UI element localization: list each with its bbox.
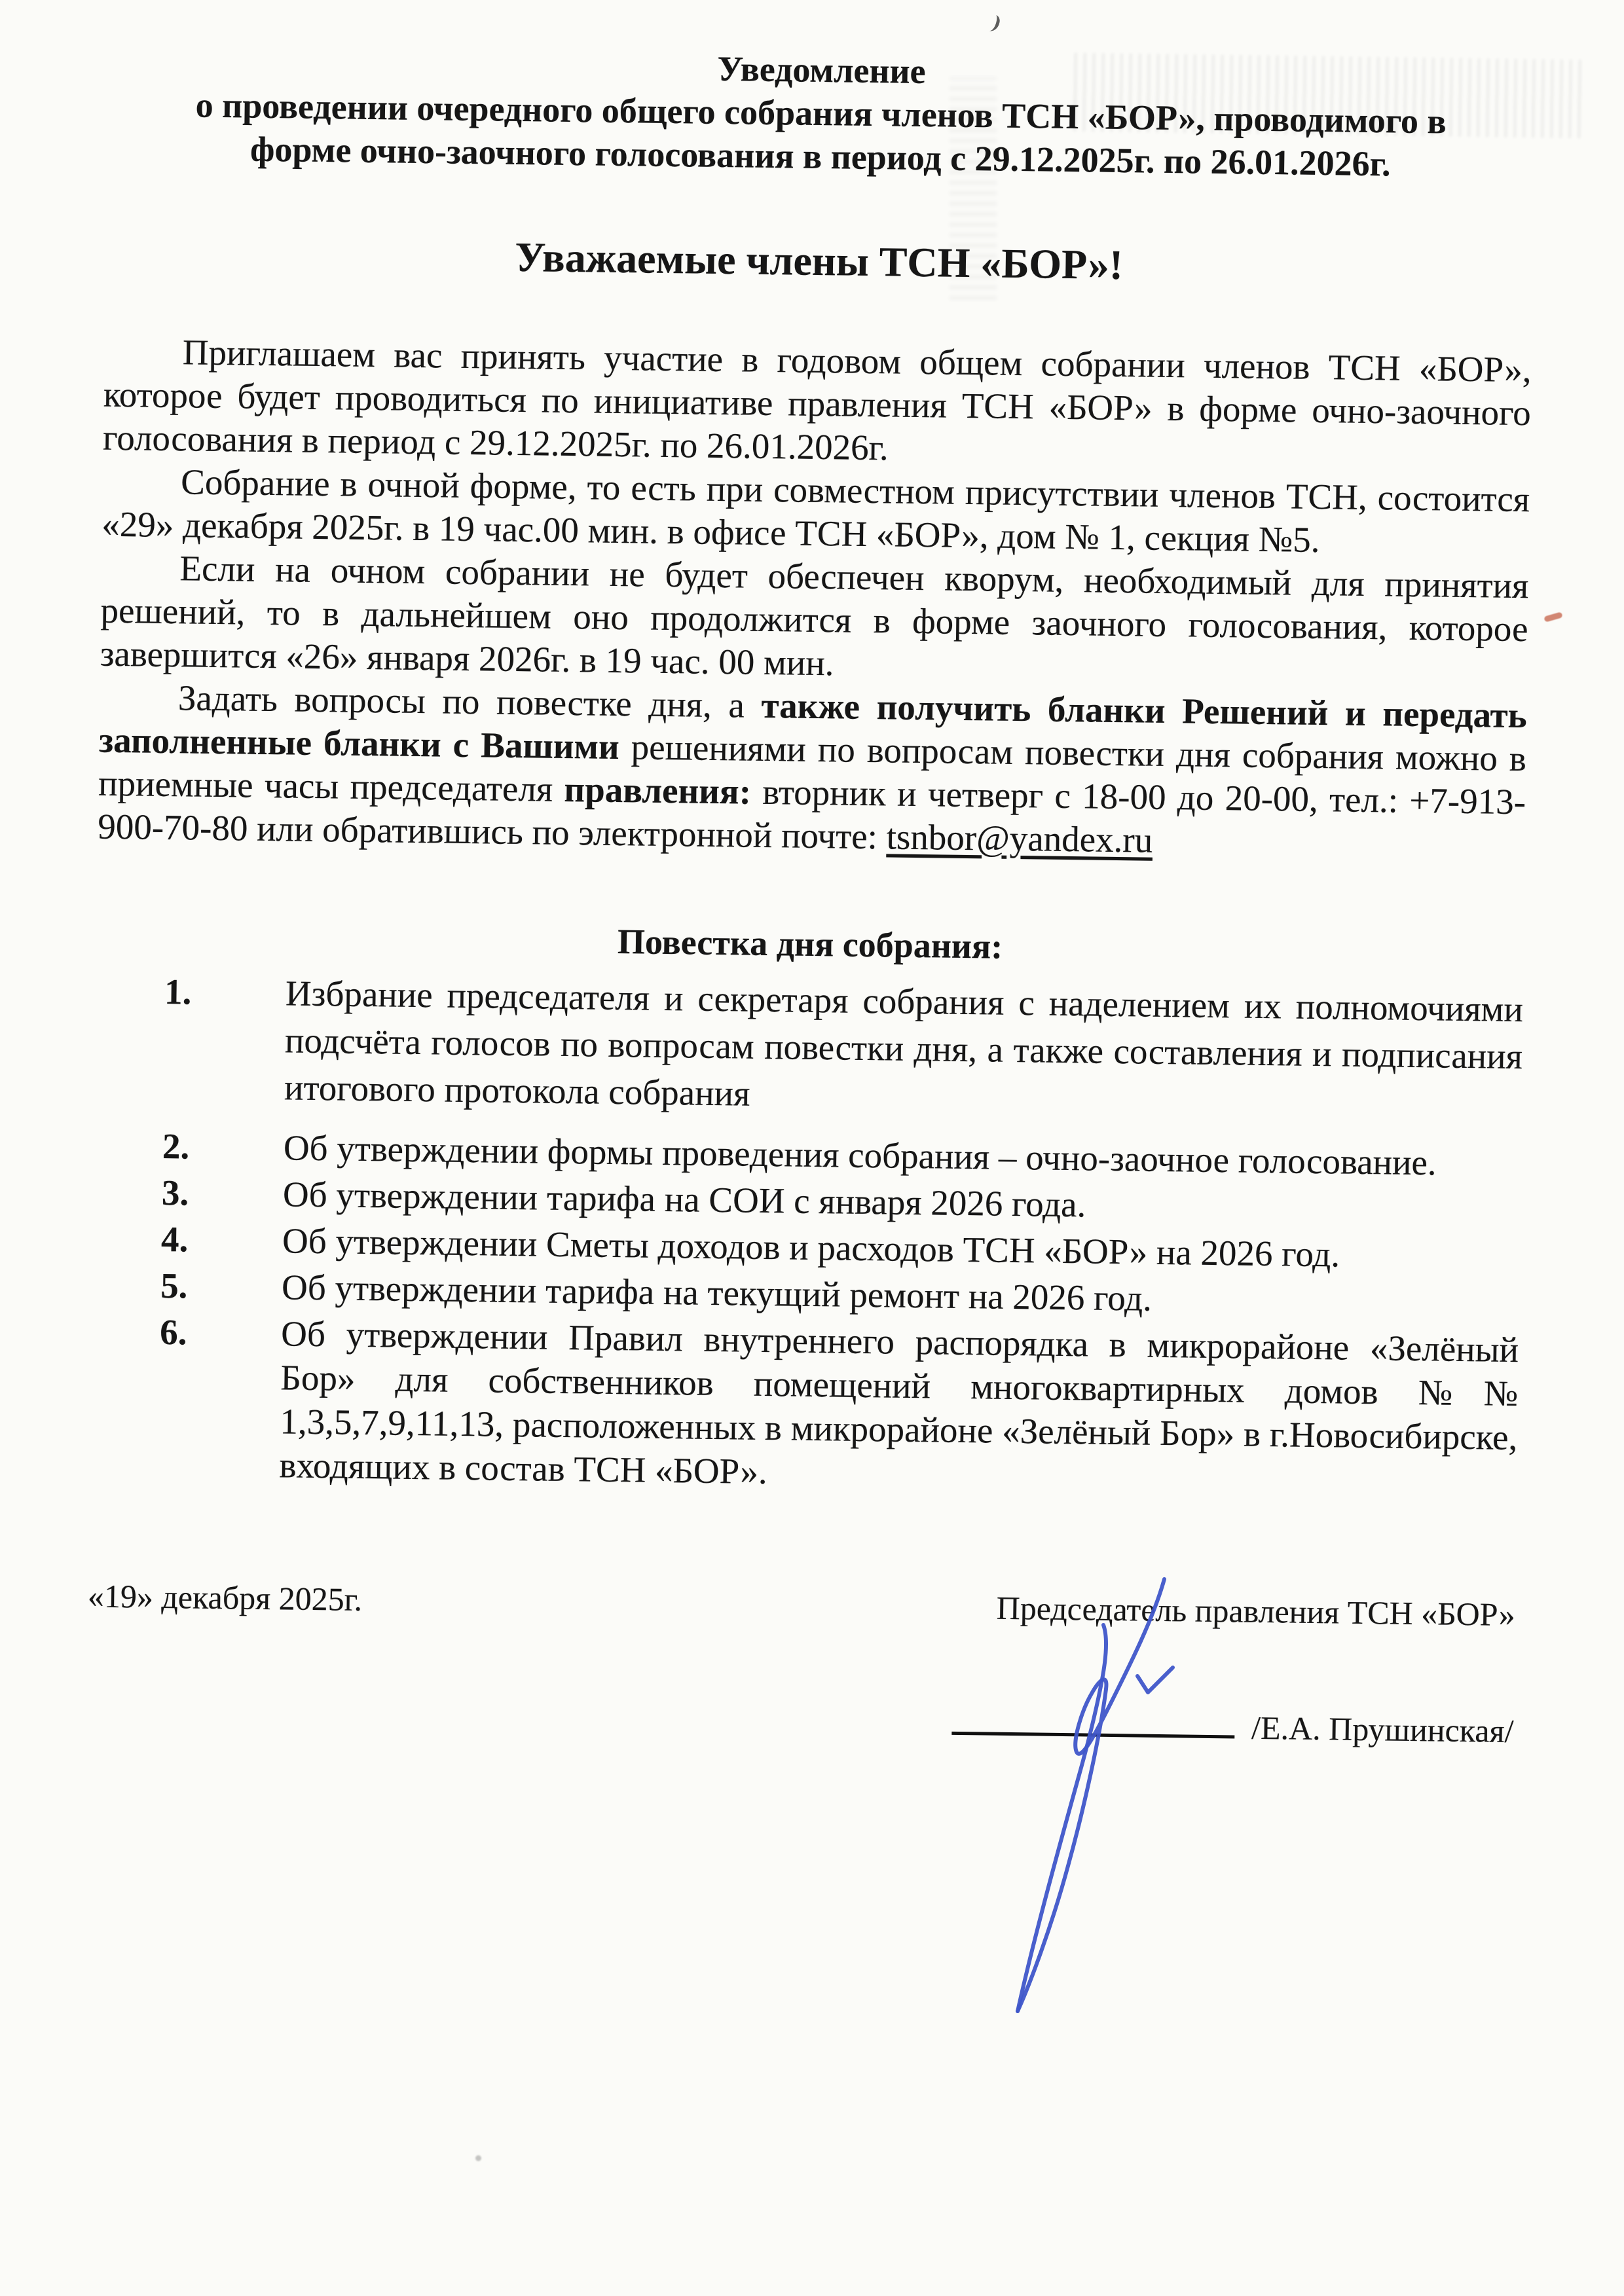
signer-name: /Е.А. Прушинская/ (1251, 1709, 1514, 1750)
document-date: «19» декабря 2025г. (87, 1577, 363, 1618)
paragraph-segment: решениями по вопросам повестки дня собрания можно в приемные часы председателя (98, 727, 1527, 809)
agenda-item-number: 5. (160, 1265, 188, 1306)
agenda-item-text: Избрание председателя и секретаря собрания с наделением их полномочиями подсчёта голосов по вопросам повестки дня, а также составления и подписания итогового протокола собрания (284, 973, 1524, 1114)
signature-row (86, 1693, 1514, 1751)
agenda-item-number: 6. (159, 1311, 187, 1353)
document-title (107, 39, 1536, 188)
agenda-item-number: 2. (162, 1125, 190, 1167)
paragraph-segment: также получить бланки Решений и передать заполненные бланки с Вашими (98, 685, 1528, 767)
agenda-item-number: 4. (160, 1218, 189, 1260)
document-title-line-3: форме очно-заочного голосования в период с 29.12.2025г. по 26.01.2026г. (249, 129, 1391, 184)
footer-row (88, 1576, 1516, 1635)
agenda-item-text: Об утверждении тарифа на СОИ с января 2026 года. (282, 1174, 1086, 1225)
agenda-item-number: 3. (161, 1172, 189, 1213)
paragraph-segment: Задать вопросы по повестке дня, а (177, 678, 762, 725)
agenda-item-1 (94, 968, 1524, 1128)
agenda-item-number: 1. (164, 971, 192, 1012)
paragraph-segment: Если на очном собрании не будет обеспечен кворум, необходимый для принятия решений, то в дальнейшем оно продолжится в форме заочного голосования, которое завершится «26» января 2026г. в 19 час. 00 мин. (100, 548, 1529, 683)
scan-artifact-dot (475, 2155, 481, 2161)
paragraph-1 (103, 330, 1532, 479)
paragraph-segment: правления: (564, 769, 752, 812)
paragraph-3 (100, 546, 1528, 695)
paragraph-4 (98, 676, 1527, 867)
paragraph-segment: Приглашаем вас принять участие в годовом общем собрании членов ТСН «БОР», которое будет проводиться по инициативе правления ТСН «БОР» в форме очно-заочного голосования в период с 29.12.2025г. по 26.01.2026г. (102, 332, 1532, 468)
agenda-list (89, 968, 1523, 1503)
body-paragraphs (98, 330, 1532, 867)
salutation-heading: Уважаемые члены ТСН «БОР»! (514, 233, 1124, 289)
agenda-item-text: Об утверждении тарифа на текущий ремонт на 2026 год. (281, 1267, 1153, 1319)
paragraph-segment: вторник и четверг с 18-00 до 20-00, тел.: +7-913-900-70-80 или обратившись по электронной почте: (97, 771, 1526, 857)
signature-line (951, 1705, 1235, 1739)
agenda-heading: Повестка дня собрания: (617, 922, 1003, 966)
paragraph-segment: Собрание в очной форме, то есть при совместном присутствии членов ТСН, состоится «29» декабря 2025г. в 19 час.00 мин. в офисе ТСН «БОР», дом № 1, секция №5. (101, 462, 1530, 560)
scan-artifact-red-mark (1543, 611, 1562, 622)
agenda-item-6 (89, 1309, 1519, 1504)
agenda-item-text: Об утверждении формы проведения собрания – очно-заочное голосование. (283, 1127, 1437, 1183)
document-title-line-2: о проведении очередного общего собрания членов ТСН «БОР», проводимого в (195, 85, 1447, 141)
document-title-line-1: Уведомление (717, 48, 927, 92)
signer-title: Председатель правления ТСН «БОР» (996, 1589, 1516, 1633)
email-text: tsnbor@yandex.ru (886, 816, 1153, 860)
agenda-item-text: Об утверждении Правил внутреннего распорядка в микрорайоне «Зелёный Бор» для собственников помещений многоквартирных домов №№ 1,3,5,7,9,11,13, расположенных в микрорайоне «Зелёный Бор» в г.Новосибирске, входящих в состав ТСН «БОР». (279, 1313, 1519, 1492)
agenda-item-text: Об утверждении Сметы доходов и расходов ТСН «БОР» на 2026 год. (282, 1220, 1340, 1275)
document-content (86, 39, 1536, 1751)
scan-artifact-ink-speck (984, 13, 1001, 33)
